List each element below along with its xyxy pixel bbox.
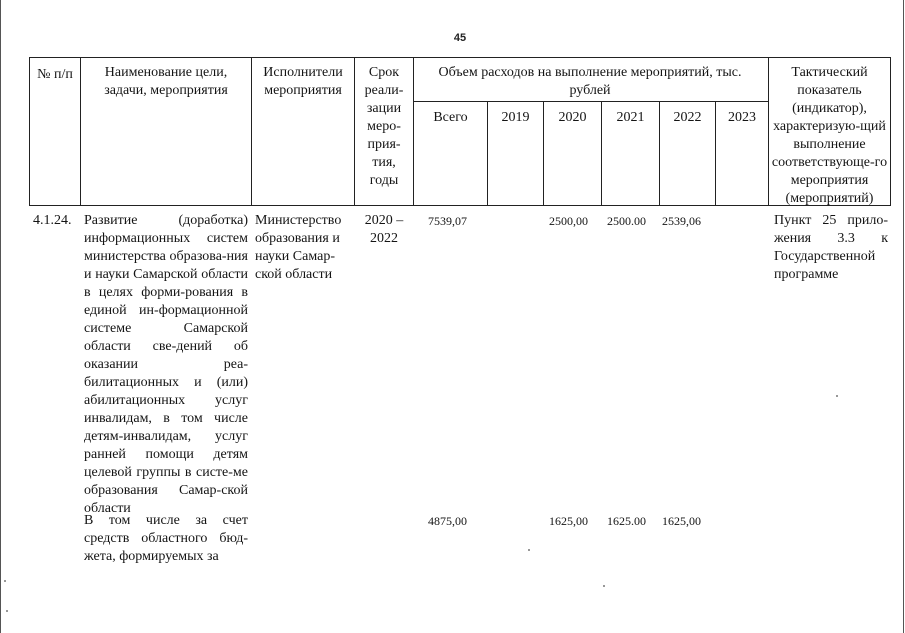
header-executors: Исполнители мероприятия xyxy=(263,65,343,98)
header-year-2020: 2020 xyxy=(558,110,587,125)
row-2020: 2500,00 xyxy=(549,214,588,228)
header-name: Наименование цели, задачи, мероприятия xyxy=(104,65,228,98)
page-number: 45 xyxy=(453,32,467,44)
header-year-2021: 2021 xyxy=(616,110,645,125)
scan-speck xyxy=(4,580,6,582)
row-name: Развитие (доработка) информационных систем министерства образова-ния и науки Самарской области в целях форми-рования в единой ин-формационной системе Самарской области све-дений об оказании реа-билитационных и (или) абилитационных услуг инвалидам, в том числе детям-инвалидам, услуг ранней помощи детям целевой группы в систе-ме образования Самар-ской области xyxy=(84,213,248,516)
row-term: 2020 – 2022 xyxy=(364,213,404,246)
scan-speck xyxy=(603,585,605,587)
scan-speck xyxy=(6,610,8,612)
row-number: 4.1.24. xyxy=(33,213,72,228)
scan-speck xyxy=(528,549,530,551)
row-2021: 2500.00 xyxy=(607,214,646,228)
row-executor: Министерство образования и науки Самар-ской области xyxy=(255,213,342,282)
header-year-2023: 2023 xyxy=(728,110,756,125)
page-right-edge xyxy=(903,0,904,633)
header-term: Срок реали-зации меро-прия-тия, годы xyxy=(364,65,404,188)
page-left-edge xyxy=(0,0,1,633)
subrow-2022: 1625,00 xyxy=(662,514,701,528)
subrow-name: В том числе за счет средств областного бюд-жета, формируемых за xyxy=(84,513,248,564)
header-total: Всего xyxy=(433,110,468,125)
row-indicator: Пункт 25 прило-жения 3.3 к Государственной программе xyxy=(774,213,888,282)
row-2022: 2539,06 xyxy=(662,214,701,228)
scan-speck xyxy=(836,395,838,397)
subrow-total: 4875,00 xyxy=(428,514,467,528)
subrow-2020: 1625,00 xyxy=(549,514,588,528)
header-indicator: Тактический показатель (индикатор), характеризую-щий выполнение соответствующе-го мероприятия (мероприятий) xyxy=(771,65,888,206)
row-total: 7539,07 xyxy=(428,214,467,228)
header-volume: Объем расходов на выполнение мероприятий, тыс. рублей xyxy=(438,65,742,98)
subrow-2021: 1625.00 xyxy=(607,514,646,528)
header-year-2019: 2019 xyxy=(501,110,530,125)
header-year-2022: 2022 xyxy=(673,110,702,125)
header-number: № п/п xyxy=(37,67,73,82)
